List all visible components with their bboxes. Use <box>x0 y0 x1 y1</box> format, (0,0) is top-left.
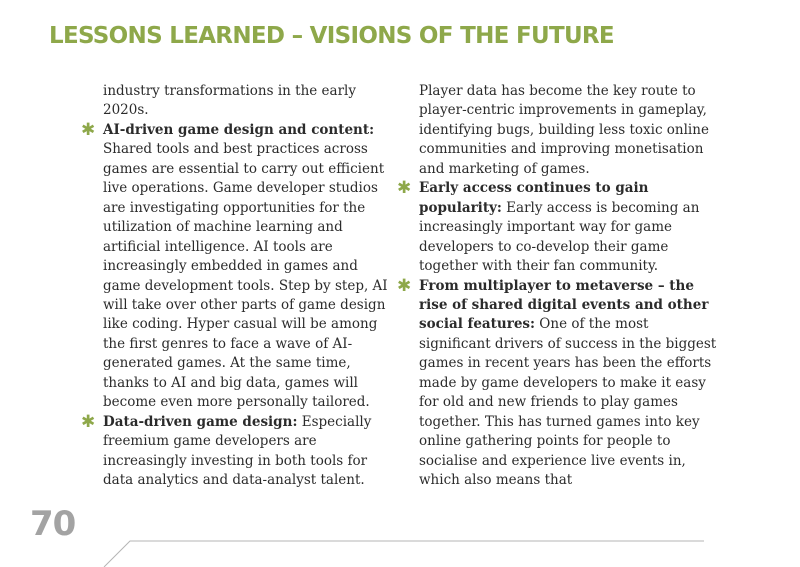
asterisk-bullet-icon: ✱ <box>397 178 412 199</box>
right-column-intro: Player data has become the key route to player-centric improvements in gameplay, identifying bugs, building less toxic online communities and improving monetisation and marketing of games. <box>419 83 709 177</box>
bullet-lead: From multiplayer to metaverse – the rise of shared digital events and other social features: <box>419 277 709 333</box>
bullet-body: Early access is becoming an increasingly important way for game developers to co-develop their game together with their fan community. <box>419 199 700 275</box>
asterisk-bullet-icon: ✱ <box>397 275 412 296</box>
bullet-lead: AI-driven game design and content: <box>103 121 375 138</box>
bullet-body: One of the most significant drivers of success in the biggest games in recent years has been the efforts made by game developers to make it easy for old and new friends to play games together. This has turned games into key online gathering points for people to socialise and experience live events in, which also means that <box>419 316 717 489</box>
left-column-intro: industry transformations in the early 2020s. <box>103 83 356 119</box>
page-number: 70 <box>30 504 76 544</box>
asterisk-bullet-icon: ✱ <box>81 119 96 140</box>
bullet-body: Especially freemium game developers are increasingly investing in both tools for data analytics and data-analyst talent. <box>103 413 372 489</box>
bullet-lead: Early access continues to gain popularity: <box>419 180 649 216</box>
page-title: LESSONS LEARNED – VISIONS OF THE FUTURE <box>49 23 614 49</box>
bullet-body: Shared tools and best practices across games are essential to carry out efficient live operations. Game developer studios are investigating opportunities for the utilization of machine learning and artificial intelligence. AI tools are increasingly embedded in games and game development tools. Step by step, AI will take over other parts of game design like coding. Hyper casual will be among the first genres to face a wave of AI-generated games. At the same time, thanks to AI and big data, games will become even more personally tailored. <box>103 141 388 411</box>
asterisk-bullet-icon: ✱ <box>81 411 96 432</box>
bullet-lead: Data-driven game design: <box>103 413 298 430</box>
